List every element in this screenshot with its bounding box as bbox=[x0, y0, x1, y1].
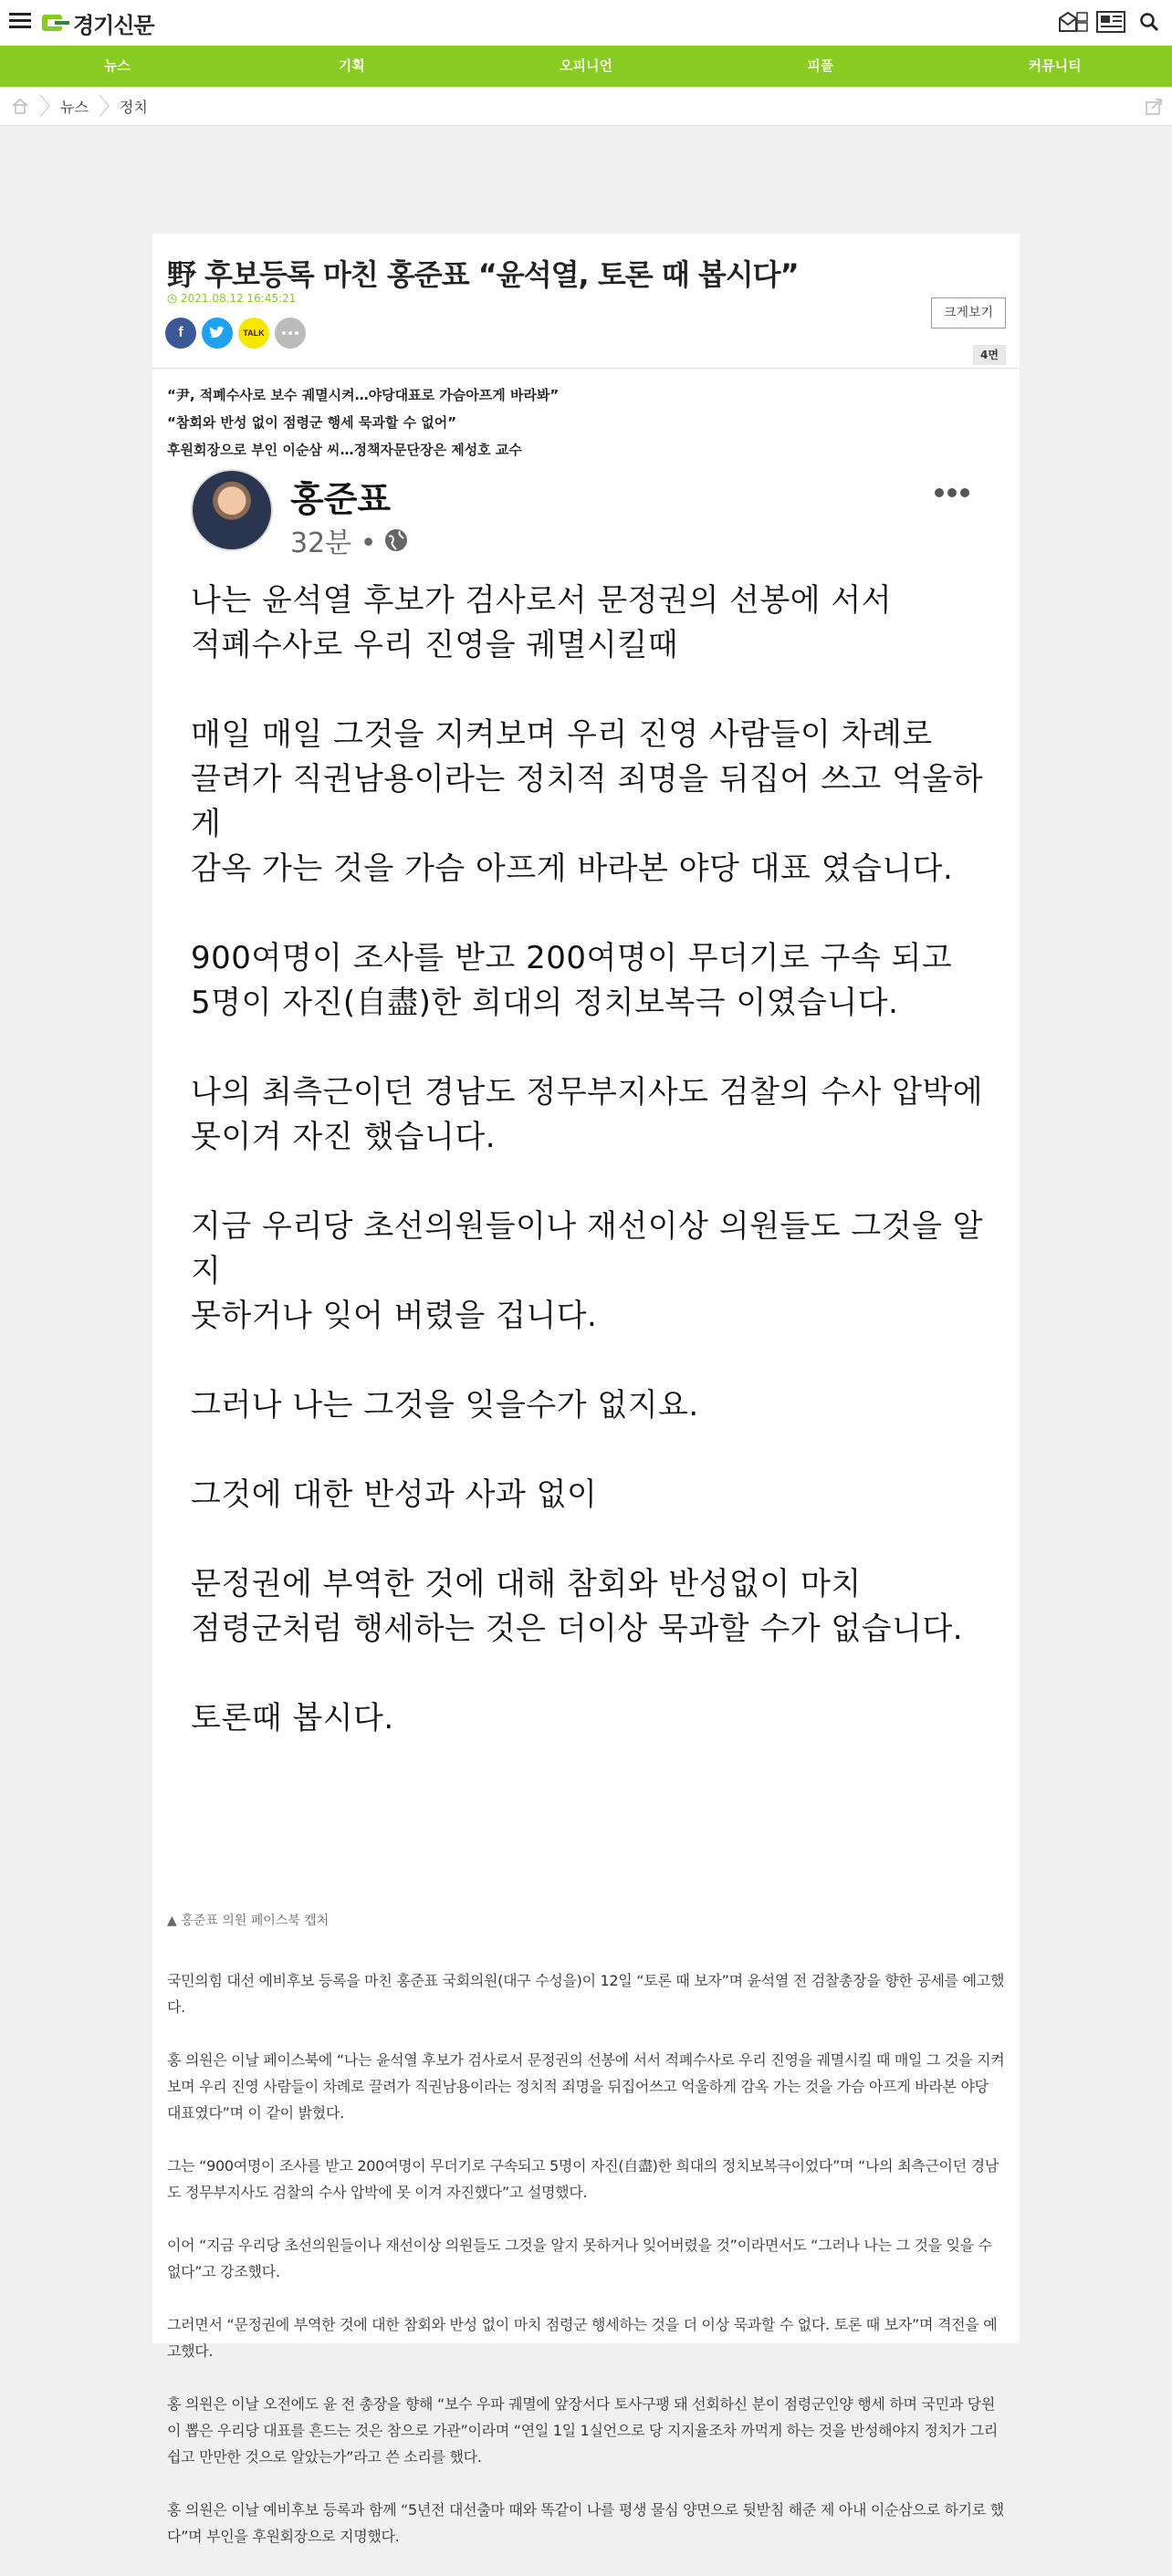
subtitle-line: “尹, 적폐수사로 보수 궤멸시켜…야당대표로 가슴아프게 바라봐” bbox=[167, 387, 560, 403]
body-paragraph: 국민의힘 대선 예비후보 등록을 마친 홍준표 국회의원(대구 수성을)이 12일 “토론 때 보자”며 윤석열 전 검찰총장을 향한 공세를 예고했다. bbox=[167, 1972, 1005, 2016]
more-icon bbox=[934, 487, 970, 498]
search-icon[interactable] bbox=[1134, 9, 1165, 35]
facebook-icon[interactable]: f bbox=[165, 318, 196, 349]
article-subtitles bbox=[167, 381, 559, 464]
hamburger-icon[interactable] bbox=[9, 10, 31, 32]
image-caption: ▲ 홍준표 의원 페이스북 캡처 bbox=[167, 1914, 330, 1928]
twitter-icon[interactable] bbox=[202, 318, 233, 349]
body-paragraph: 홍 의원은 이날 페이스북에 “나는 윤석열 후보가 검사로서 문정권의 선봉에 서서 적폐수사로 우리 진영을 궤멸시킬 때 매일 그 것을 지켜보며 우리 진영 사람들이 차례로 끌려가 직권남용이라는 정치적 죄명을 뒤집어쓰고 억울하게 감옥 가는 것을 가슴 아프게 바라본 야당 대표였다”며 이 같이 밝혔다. bbox=[167, 2051, 1005, 2122]
fb-paragraph: 매일 매일 그것을 지켜보며 우리 진영 사람들이 차례로 끌려가 직권남용이라는 정치적 죄명을 뒤집어 쓰고 억울하게 감옥 가는 것을 가슴 아프게 바라본 야당 대표 였습니다. bbox=[191, 716, 984, 887]
subtitle-line: “참회와 반성 없이 점령군 행세 묵과할 수 없어” bbox=[167, 414, 457, 431]
article-title: 野 후보등록 마친 홍준표 “윤석열, 토론 때 봅시다” bbox=[167, 257, 799, 292]
article-date-text: 2021.08.12 16:45:21 bbox=[181, 292, 297, 305]
nav-item-people[interactable]: 피플 bbox=[807, 57, 834, 74]
nav-item-opinion[interactable]: 오피니언 bbox=[560, 57, 612, 74]
body-paragraph: 그는 “900여명이 조사를 받고 200여명이 무더기로 구속되고 5명이 자진(自盡)한 희대의 정치보복극이었다”며 “나의 최측근이던 경남도 정무부지사도 검찰의 수사 압박에 못 이겨 자진했다”고 설명했다. bbox=[167, 2157, 999, 2201]
fb-paragraph: 나의 최측근이던 경남도 정무부지사도 검찰의 수사 압박에 못이겨 자진 했습니다. bbox=[191, 1074, 984, 1155]
logo-text: 경기신문 bbox=[73, 12, 154, 38]
fb-paragraph: 그러나 나는 그것을 잊을수가 없지요. bbox=[191, 1387, 699, 1424]
fb-post-time bbox=[290, 520, 409, 560]
body-paragraph: 홍 의원은 이날 예비후보 등록과 함께 “5년전 대선출마 때와 똑같이 나를 평생 물심 양면으로 뒷받침 해준 제 아내 이순삼으로 하기로 했다”며 부인을 후원회장으로 지명했다. bbox=[167, 2501, 1004, 2545]
kakaotalk-icon[interactable]: TALK bbox=[238, 318, 269, 349]
sns-share-bar bbox=[165, 318, 306, 349]
avatar bbox=[191, 469, 273, 551]
site-header bbox=[0, 0, 1172, 46]
fb-paragraph: 문정권에 부역한 것에 대해 참회와 반성없이 마치 점령군처럼 행세하는 것은 더이상 묵과할 수가 없습니다. bbox=[191, 1566, 964, 1647]
fb-post-text bbox=[191, 579, 1003, 1786]
breadcrumb-item-news[interactable]: 뉴스 bbox=[60, 98, 89, 116]
logo-mark-icon bbox=[42, 12, 69, 34]
body-paragraph: 홍 의원은 이날 오전에도 윤 전 총장을 향해 “보수 우파 궤멸에 앞장서다 토사구팽 돼 선회하신 분이 점령군인양 행세 하며 국민과 당원이 뽑은 우리당 대표를 흔드는 것은 참으로 가관”이라며 “연일 1일 1실언으로 당 지지율조차 까먹게 하는 것을 반성해야지 정치가 그리 쉽고 만만한 것으로 알았는가”라고 쓴 소리를 했다. bbox=[167, 2395, 998, 2466]
epaper-icon[interactable] bbox=[1095, 9, 1126, 35]
globe-icon bbox=[383, 527, 409, 553]
clock-icon bbox=[167, 294, 177, 304]
chevron-right-icon bbox=[38, 94, 51, 118]
main-nav bbox=[0, 46, 1172, 87]
bigview-button[interactable]: 크게보기 bbox=[931, 297, 1006, 329]
newsletter-icon[interactable] bbox=[1057, 9, 1088, 35]
share-icon[interactable] bbox=[1145, 98, 1163, 116]
fb-paragraph: 토론때 봅시다. bbox=[191, 1700, 394, 1736]
body-paragraph: 그러면서 “문정권에 부역한 것에 대한 참회와 반성 없이 마치 점령군 행세하는 것을 더 이상 묵과할 수 없다. 토론 때 보자”며 격전을 예고했다. bbox=[167, 2316, 998, 2360]
nav-item-feature[interactable]: 기획 bbox=[338, 57, 365, 74]
article-container bbox=[152, 234, 1020, 2545]
fb-paragraph: 그것에 대한 반성과 사과 없이 bbox=[191, 1476, 598, 1513]
nav-item-community[interactable]: 커뮤니티 bbox=[1028, 57, 1082, 74]
subtitle-line: 후원회장으로 부인 이순삼 씨…정책자문단장은 제성호 교수 bbox=[167, 442, 522, 458]
body-paragraph: 이어 “지금 우리당 초선의원들이나 재선이상 의원들도 그것을 알지 못하거나 잊어버렸을 것”이라면서도 “그러나 나는 그 것을 잊을 수 없다”고 강조했다. bbox=[167, 2237, 992, 2280]
fb-post-time-text: 32분 • bbox=[290, 527, 377, 559]
article-body bbox=[167, 1967, 1005, 2576]
divider bbox=[152, 368, 1020, 369]
facebook-post-image bbox=[167, 460, 1005, 1902]
breadcrumb-item-politics[interactable]: 정치 bbox=[119, 98, 148, 116]
chevron-right-icon bbox=[98, 94, 110, 118]
page-badge: 4면 bbox=[973, 345, 1006, 365]
fb-post-author: 홍준표 bbox=[290, 479, 392, 519]
site-logo[interactable] bbox=[42, 9, 154, 37]
fb-paragraph: 나는 윤석열 후보가 검사로서 문정권의 선봉에 서서 적폐수사로 우리 진영을 궤멸시킬때 bbox=[191, 582, 893, 663]
home-icon[interactable] bbox=[11, 97, 29, 115]
nav-item-news[interactable]: 뉴스 bbox=[103, 57, 131, 74]
fb-paragraph: 900여명이 조사를 받고 200여명이 무더기로 구속 되고 5명이 자진(自盡)한 희대의 정치보복극 이였습니다. bbox=[191, 940, 953, 1021]
breadcrumb bbox=[0, 87, 1172, 126]
fb-paragraph: 지금 우리당 초선의원들이나 재선이상 의원들도 그것을 알지 못하거나 잊어 버렸을 겁니다. bbox=[191, 1208, 984, 1334]
article-date bbox=[167, 292, 296, 305]
more-icon[interactable] bbox=[275, 318, 306, 349]
